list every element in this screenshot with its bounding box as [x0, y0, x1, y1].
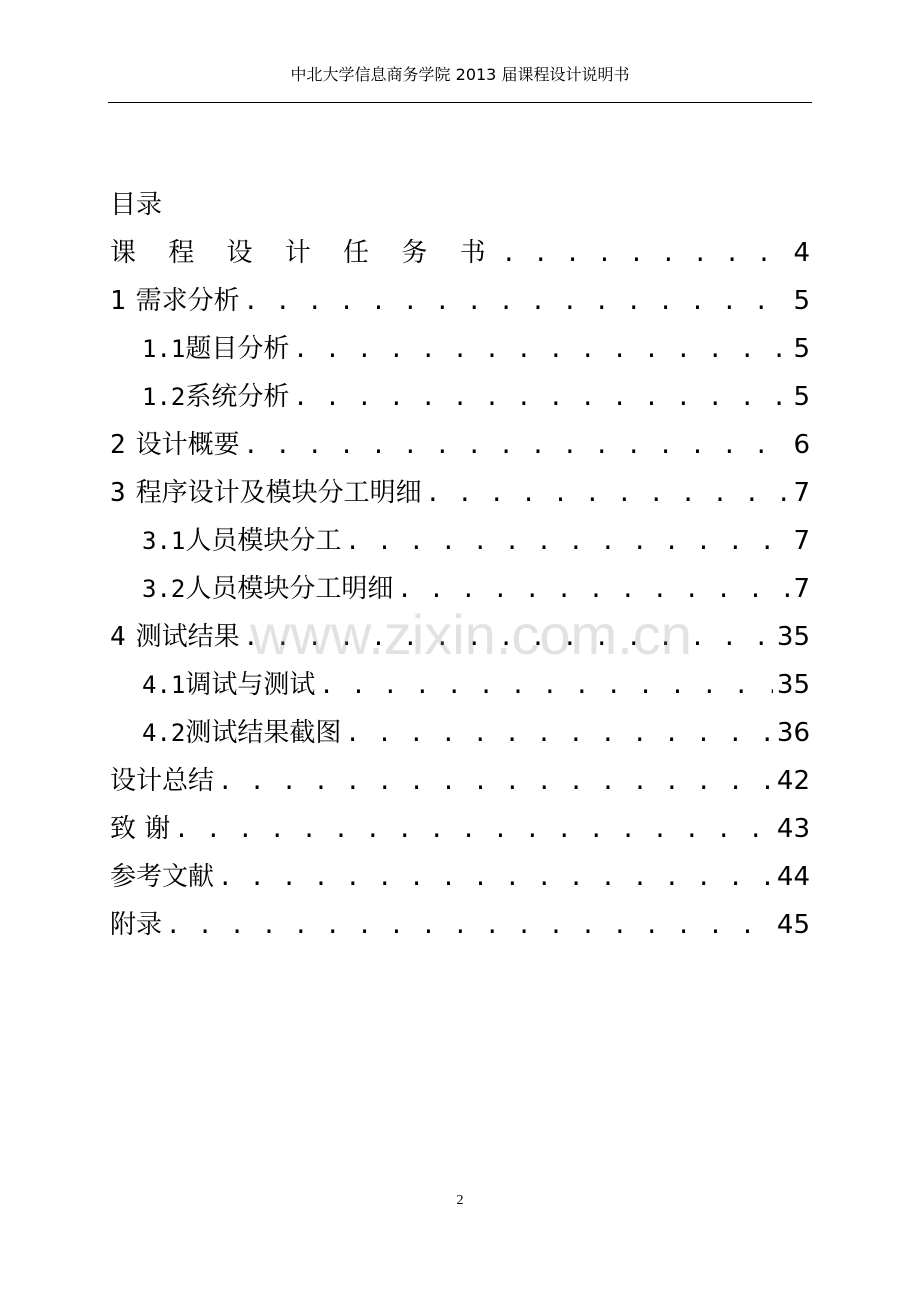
toc-entry-number: 1.2 [142, 383, 186, 411]
toc-entry-label: 调试与测试 [185, 670, 316, 700]
toc-title: 目录 [110, 190, 163, 220]
toc-entry-system-analysis[interactable] [142, 377, 810, 417]
dot-leader [293, 377, 789, 417]
toc-entry-label: 测试结果 [135, 622, 240, 652]
toc-entry-page: 42 [776, 766, 810, 796]
toc-entry-label: 程序设计及模块分工明细 [135, 478, 422, 508]
toc-entry-page: 7 [793, 478, 810, 508]
toc-entry-page: 5 [793, 382, 810, 412]
toc-entry-label: 题目分析 [185, 334, 290, 364]
toc-entry-task-book[interactable] [110, 233, 810, 273]
toc-entry-design-summary[interactable] [110, 761, 810, 801]
dot-leader [345, 521, 789, 561]
toc-entry-number: 3.1 [142, 527, 186, 555]
toc-entry-page: 35 [776, 670, 810, 700]
toc-entry-page: 4 [793, 238, 810, 268]
dot-leader [166, 905, 773, 945]
toc-entry-label: 设计总结 [110, 766, 215, 796]
toc-entry-label: 人员模块分工 [185, 526, 342, 556]
toc-entry-number: 4.1 [142, 671, 186, 699]
toc-entry-test-screenshots[interactable] [142, 713, 810, 753]
toc-entry-number: 4 [110, 622, 126, 652]
toc-entry-requirements[interactable] [110, 281, 810, 321]
toc-entry-number: 1.1 [142, 335, 186, 363]
toc-entry-label: 设计概要 [135, 430, 240, 460]
toc-entry-label: 测试结果截图 [185, 718, 342, 748]
toc-entry-number: 2 [110, 430, 126, 460]
dot-leader [426, 473, 790, 513]
toc-entry-page: 5 [793, 334, 810, 364]
toc-entry-test-results[interactable] [110, 617, 810, 657]
toc-entry-module-assignment-details[interactable] [142, 569, 810, 609]
toc-entry-label: 课 程 设 计 任 务 书 [110, 238, 498, 268]
watermark: www.zixin.com.cn [250, 603, 692, 666]
toc-entry-label: 人员模块分工明细 [185, 574, 394, 604]
toc-entry-program-design[interactable] [110, 473, 810, 513]
toc-entry-page: 5 [793, 286, 810, 316]
toc-entry-design-overview[interactable] [110, 425, 810, 465]
toc-entry-module-assignment[interactable] [142, 521, 810, 561]
toc-entry-page: 44 [776, 862, 810, 892]
toc-entry-appendix[interactable] [110, 905, 810, 945]
dot-leader [502, 233, 790, 273]
toc-entry-topic-analysis[interactable] [142, 329, 810, 369]
dot-leader [319, 665, 773, 705]
dot-leader [244, 617, 773, 657]
toc-entry-label: 附录 [110, 910, 163, 940]
toc-entry-number: 4.2 [142, 719, 186, 747]
dot-leader [244, 425, 790, 465]
toc-entry-page: 6 [793, 430, 810, 460]
toc-entry-page: 7 [793, 574, 810, 604]
dot-leader [397, 569, 789, 609]
dot-leader [293, 329, 789, 369]
running-header: 中北大学信息商务学院 2013 届课程设计说明书 [290, 65, 630, 84]
toc-entry-number: 3 [110, 478, 126, 508]
toc-entry-acknowledgements[interactable] [110, 809, 810, 849]
toc-entry-label: 致 谢 [110, 814, 171, 844]
toc-entry-page: 45 [776, 910, 810, 940]
toc-entry-references[interactable] [110, 857, 810, 897]
toc-entry-label: 需求分析 [135, 286, 240, 316]
toc-entry-page: 7 [793, 526, 810, 556]
toc-entry-number: 3.2 [142, 575, 186, 603]
toc-entry-number: 1 [110, 286, 126, 316]
toc-entry-label: 系统分析 [185, 382, 290, 412]
dot-leader [218, 857, 773, 897]
toc-entry-page: 36 [776, 718, 810, 748]
toc-entry-page: 43 [776, 814, 810, 844]
dot-leader [244, 281, 790, 321]
toc-entry-debug-and-test[interactable] [142, 665, 810, 705]
toc-entry-page: 35 [776, 622, 810, 652]
dot-leader [218, 761, 773, 801]
page-number: 2 [456, 1193, 464, 1208]
dot-leader [345, 713, 773, 753]
dot-leader [174, 809, 773, 849]
toc-entry-label: 参考文献 [110, 862, 215, 892]
